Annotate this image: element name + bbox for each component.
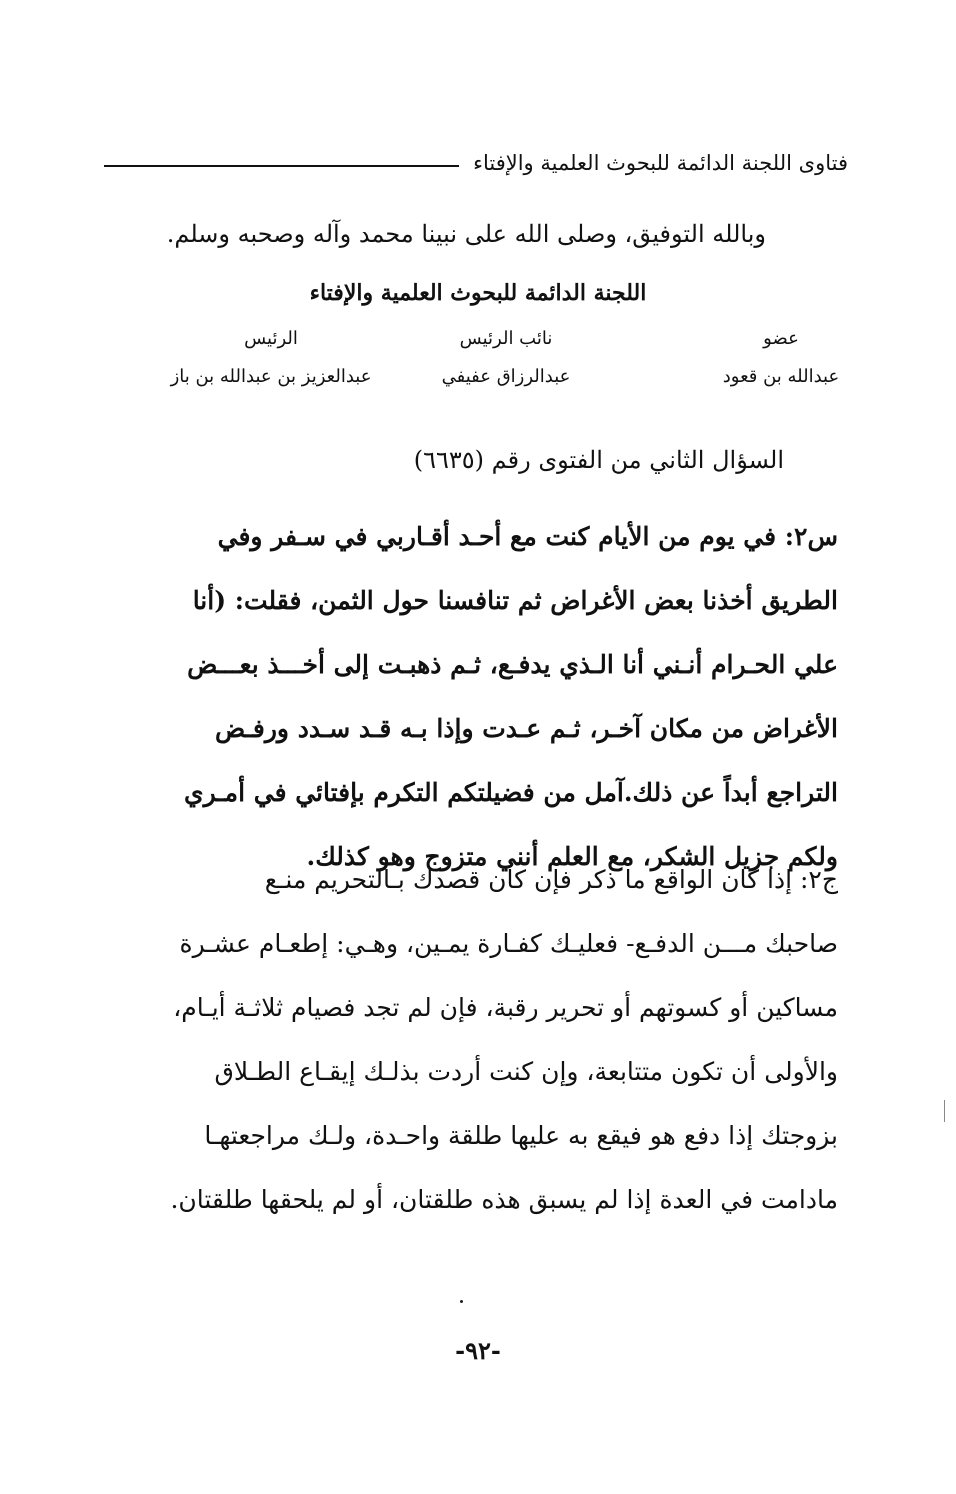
answer-line: مساكين أو كسوتهم أو تحرير رقبة، فإن لم تجد فصيام ثلاثـة أيـام،: [173, 993, 838, 1022]
question-line: س٢: في يوم من الأيام كنت مع أحـد أقـاربي في سـفر وفي: [217, 522, 838, 551]
question-line: ولكم جزيل الشكر، مع العلم أنني متزوج وهو كذلك.: [306, 842, 838, 871]
answer-line: مادامت في العدة إذا لم يسبق هذه طلقتان، أو لم يلحقها طلقتان.: [170, 1185, 838, 1214]
question-line: التراجع أبداً عن ذلك.آمل من فضيلتكم التكرم بإفتائي في أمـري: [184, 778, 838, 807]
question-heading: السؤال الثاني من الفتوى رقم (٦٦٣٥): [413, 446, 784, 474]
signature-block: [156, 328, 856, 408]
signature-name: عبدالعزيز بن عبدالله بن باز: [170, 366, 372, 387]
signature-name: عبدالرزاق عفيفي: [441, 366, 571, 387]
signature-member: [706, 328, 856, 387]
signature-role: نائب الرئيس: [459, 328, 553, 349]
running-header: [104, 143, 848, 183]
closing-line: وبالله التوفيق، وصلى الله على نبينا محمد وآله وصحبه وسلم.: [166, 220, 766, 248]
stray-dot: [460, 1300, 463, 1303]
committee-name: اللجنة الدائمة للبحوث العلمية والإفتاء: [309, 280, 647, 306]
question-paragraph: [126, 505, 838, 889]
question-line: الطريق أخذنا بعض الأغراض ثم تنافسنا حول الثمن، فقلت: (أنا: [192, 586, 838, 615]
answer-line: بزوجتك إذا دفع هو فيقع به عليها طلقة واحـدة، ولـك مراجعتهـا: [204, 1121, 838, 1150]
answer-line: صاحبك مـــن الدفـع- فعليـك كفـارة يمـين، وهـي: إطعـام عشـرة: [179, 929, 838, 958]
answer-paragraph: [126, 848, 838, 1232]
question-line: الأغراض من مكان آخـر، ثـم عـدت وإذا بـه قـد سـدد ورفـض: [214, 714, 838, 743]
signature-name: عبدالله بن قعود: [722, 366, 840, 387]
question-line: علي الحـرام أنـني أنا الـذي يدفـع، ثـم ذهبـت إلى أخـــذ بعـــض: [187, 650, 838, 679]
signature-role: عضو: [763, 328, 799, 349]
page-number: -٩٢-: [455, 1336, 501, 1365]
signature-vice-chair: [416, 328, 596, 387]
signature-chair: [156, 328, 386, 387]
answer-line: والأولى أن تكون متتابعة، وإن كنت أردت بذلـك إيقـاع الطـلاق: [214, 1057, 838, 1086]
running-header-title: فتاوى اللجنة الدائمة للبحوث العلمية والإفتاء: [473, 151, 848, 175]
answer-line: ج٢: إذا كان الواقع ما ذكر فإن كان قصدك بـالتحريم منـع: [264, 865, 838, 894]
margin-mark: [944, 1100, 945, 1122]
header-rule: [104, 165, 459, 167]
signature-role: الرئيس: [244, 328, 298, 349]
